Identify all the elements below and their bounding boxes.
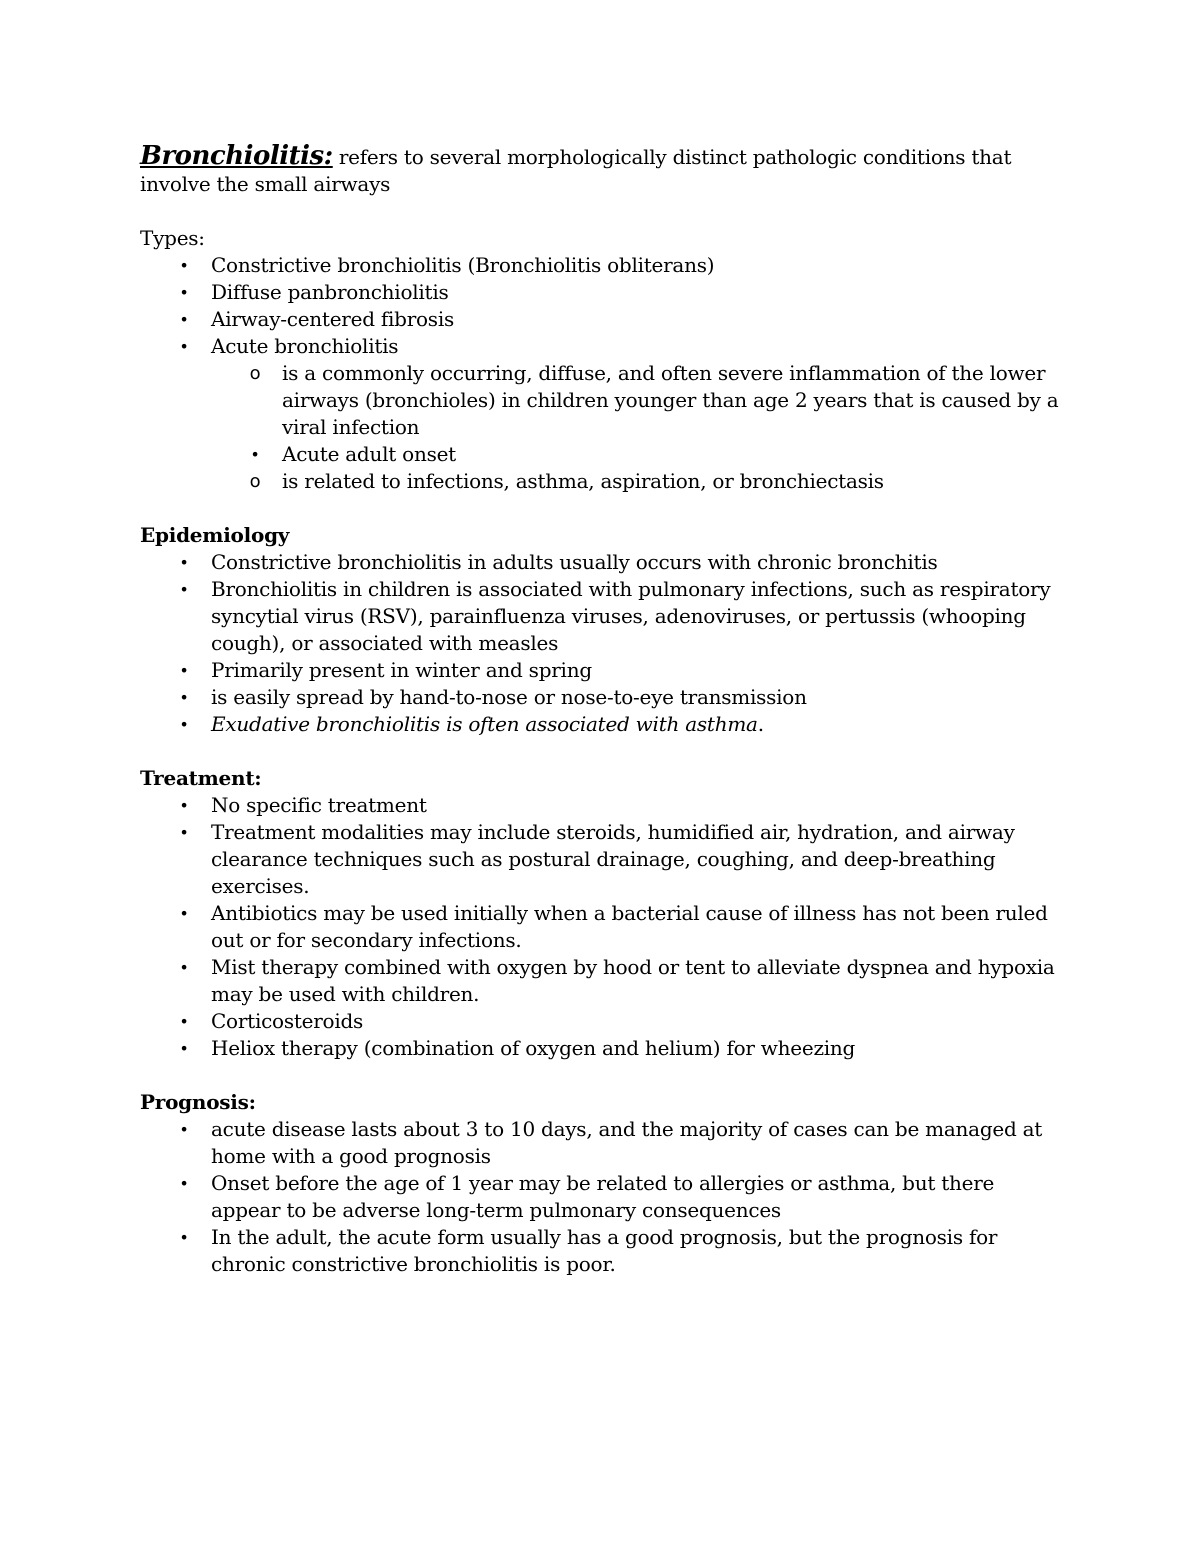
- bullet-icon: •: [179, 1039, 189, 1058]
- prognosis-heading: Prognosis:: [140, 1090, 256, 1114]
- list-item: • Antibiotics may be used initially when a bacterial cause of illness has not been ruled out or for secondary infections.: [140, 900, 1060, 954]
- bullet-icon: •: [179, 1228, 189, 1247]
- epidemiology-list: [140, 549, 1060, 738]
- bullet-icon: •: [179, 823, 189, 842]
- bullet-icon: •: [250, 445, 260, 464]
- list-item: • Treatment modalities may include steroids, humidified air, hydration, and airway clearance techniques such as postural drainage, coughing, and deep-breathing exercises.: [140, 819, 1060, 900]
- list-item: • Diffuse panbronchiolitis: [140, 279, 1060, 306]
- list-item: • Acute bronchiolitis o is a commonly occurring, diffuse, and often severe inflammation of the lower airways (bronchioles) in children younger than age 2 years that is caused by a viral infection • Acute adult onset o is related to infections, asthma, aspiration, or bronchiectasis: [140, 333, 1060, 495]
- treatment-heading: Treatment:: [140, 766, 262, 790]
- bullet-icon: •: [179, 796, 189, 815]
- bullet-icon: •: [179, 715, 189, 734]
- bullet-icon: •: [179, 904, 189, 923]
- list-item: • acute disease lasts about 3 to 10 days, and the majority of cases can be managed at home with a good prognosis: [140, 1116, 1060, 1170]
- bullet-icon: •: [179, 958, 189, 977]
- epidemiology-heading: Epidemiology: [140, 523, 290, 547]
- circle-bullet-icon: o: [249, 471, 261, 492]
- list-item: • Constrictive bronchiolitis (Bronchiolitis obliterans): [140, 252, 1060, 279]
- acute-bronchiolitis-sublist: [211, 360, 1060, 495]
- bullet-icon: •: [179, 310, 189, 329]
- list-item: • is easily spread by hand-to-nose or nose-to-eye transmission: [140, 684, 1060, 711]
- list-item: • Onset before the age of 1 year may be related to allergies or asthma, but there appear to be adverse long-term pulmonary consequences: [140, 1170, 1060, 1224]
- sublist-item: o is a commonly occurring, diffuse, and often severe inflammation of the lower airways (bronchioles) in children younger than age 2 years that is caused by a viral infection: [211, 360, 1060, 441]
- bullet-icon: •: [179, 1174, 189, 1193]
- bullet-icon: •: [179, 1120, 189, 1139]
- list-item: • No specific treatment: [140, 792, 1060, 819]
- bullet-icon: •: [179, 283, 189, 302]
- bullet-icon: •: [179, 688, 189, 707]
- list-item: • Primarily present in winter and spring: [140, 657, 1060, 684]
- bullet-icon: •: [179, 1012, 189, 1031]
- bullet-icon: •: [179, 580, 189, 599]
- bullet-icon: •: [179, 256, 189, 275]
- types-label: Types:: [140, 226, 205, 250]
- list-item: • Constrictive bronchiolitis in adults usually occurs with chronic bronchitis: [140, 549, 1060, 576]
- list-item: • Airway-centered fibrosis: [140, 306, 1060, 333]
- bullet-icon: •: [179, 661, 189, 680]
- sublist-item: • Acute adult onset: [211, 441, 1060, 468]
- intro-paragraph: [140, 143, 1060, 198]
- list-item: • Mist therapy combined with oxygen by hood or tent to alleviate dyspnea and hypoxia may be used with children.: [140, 954, 1060, 1008]
- list-item: • In the adult, the acute form usually has a good prognosis, but the prognosis for chronic constrictive bronchiolitis is poor.: [140, 1224, 1060, 1278]
- bullet-icon: •: [179, 337, 189, 356]
- types-list: [140, 252, 1060, 495]
- document-page: [140, 143, 1060, 1278]
- list-item: • Heliox therapy (combination of oxygen and helium) for wheezing: [140, 1035, 1060, 1062]
- list-item: • Corticosteroids: [140, 1008, 1060, 1035]
- list-item: • Exudative bronchiolitis is often associated with asthma.: [140, 711, 1060, 738]
- prognosis-list: [140, 1116, 1060, 1278]
- list-item: • Bronchiolitis in children is associated with pulmonary infections, such as respiratory syncytial virus (RSV), parainfluenza viruses, adenoviruses, or pertussis (whooping cough), or associated with measles: [140, 576, 1060, 657]
- bullet-icon: •: [179, 553, 189, 572]
- circle-bullet-icon: o: [249, 363, 261, 384]
- title-definition: refers to several morphologically distinct pathologic conditions that involve the small airways: [140, 145, 1012, 196]
- treatment-list: [140, 792, 1060, 1062]
- sublist-item: o is related to infections, asthma, aspiration, or bronchiectasis: [211, 468, 1060, 495]
- document-title: Bronchiolitis:: [140, 141, 333, 171]
